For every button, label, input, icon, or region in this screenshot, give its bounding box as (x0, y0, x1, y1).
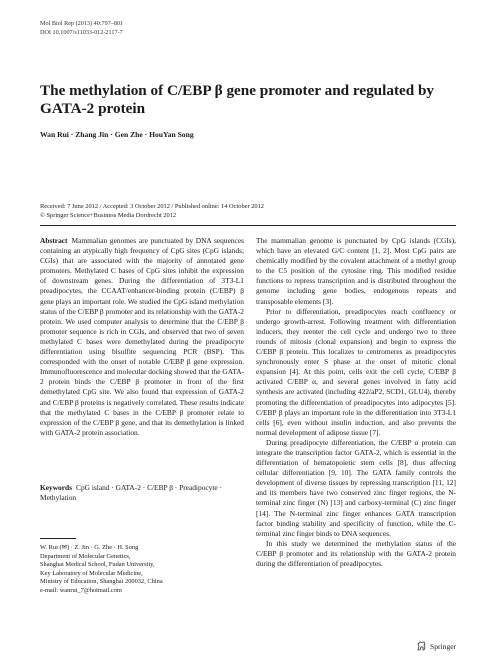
publication-dates: Received: 7 June 2012 / Accepted: 3 October 2012 / Published online: 14 October 2012 (40, 203, 264, 210)
affiliation-line: Shanghai Medical School, Fudan University, (40, 561, 155, 569)
article-title: The methylation of C/EBP β gene promoter and regulated by GATA-2 protein (40, 82, 435, 117)
journal-reference (40, 19, 123, 37)
affiliation-divider (40, 538, 76, 539)
publication-history (40, 203, 264, 220)
introduction-section (256, 236, 456, 569)
keywords-label: Keywords (40, 483, 73, 492)
body-paragraph: The mammalian genome is punctuated by CpG islands (CGIs), which have an elevated G/C content [1, 2]. Most CpG pairs are chemically modified by the covalent attachment of a methyl group to the C5 position of the cytosine ring. This modified residue functions to repress transcription and is distributed throughout the genome including gene bodies, endogenous repeats and transposable elements [3]. (256, 236, 456, 306)
abstract-section (40, 236, 244, 438)
springer-horse-icon (416, 641, 427, 651)
abstract-text: Mammalian genomes are punctuated by DNA sequences containing an atypically high frequency of CpG sites (CpG islands; CGIs) that are associated with the majority of annotated gene promoters. Methylated C bases of CpG sites inhibit the expression of downstream genes. During the differentiation of 3T3-L1 preadipocytes, the CCAAT/enhancer-binding protein (C/EBP) β gene plays an important role. We studied the CpG island methylation status of the C/EBP β promoter and its relationship with the GATA-2 protein. We used computer analysis to determine that the C/EBP β promoter sequence is rich in CGIs, and observed that two of seven methylated C bases were demethylated during the preadipocyte differentiation using bisulfite sequencing PCR (BSP). This corresponded with the onset of notable C/EBP β gene expression. Immunofluorescence and molecular docking showed that the GATA-2 protein binds the C/EBP β promoter in front of the first demethylated CpG site. We also found that expression of GATA-2 and C/EBP β proteins is negatively correlated. These results indicate that the methylated C bases in the C/EBP β promoter relate to expression of the C/EBP β gene, and that its demethylation is linked with GATA-2 protein association. (40, 236, 244, 437)
header-divider (40, 225, 456, 226)
publisher-logo (416, 641, 456, 651)
keywords-section (40, 483, 244, 503)
author-affiliation (40, 544, 163, 596)
journal-doi: DOI 10.1007/s11033-012-2117-7 (40, 29, 123, 36)
body-paragraph: In this study we determined the methylation status of the C/EBP β promoter and its relationship with the GATA-2 protein during the differentiation of preadipocytes. (256, 538, 456, 568)
affiliation-line: Department of Molecular Genetics, (40, 552, 131, 560)
affiliation-line: Ministry of Education, Shanghai 200032, China (40, 578, 163, 586)
affiliation-email[interactable]: e-mail: wanrui_7@hotmail.com (40, 586, 122, 594)
keywords-text: CpG island · GATA-2 · C/EBP β · Preadipocyte · Methylation (40, 483, 222, 503)
affiliation-line: Key Laboratory of Molecular Medicine, (40, 569, 143, 577)
journal-citation: Mol Biol Rep (2013) 40:797–801 (40, 20, 124, 27)
body-paragraph: Prior to differentiation, preadipocytes reach confluency or undergo growth-arrest. Following treatment with differentiation inducers, they reenter the cell cycle and undergo two to three rounds of mitosis (clonal expansion) and begin to express the C/EBP β protein. This localizes to centromeres as preadipocytes synchronously enter S phase at the onset of mitotic clonal expansion [4]. At this point, cells exit the cell cycle, C/EBP β activated C/EBP α, and several genes involved in fatty acid synthesis are activated (including 422/aP2, SCD1, GLU4), thereby promoting the differentiation of preadipocytes into adipocytes [5]. C/EBP β plays an important role in the differentiation into 3T3-L1 cells [6], even without insulin induction, and also prevents the normal development of adipose tissue [7]. (256, 306, 456, 437)
copyright-notice: © Springer Science+Business Media Dordrecht 2012 (40, 211, 177, 219)
body-paragraph: During preadipocyte differentiation, the C/EBP α protein can integrate the transcription factor GATA-2, which is essential in the differentiation of hematopoietic stem cells [8], thus affecting cellular differentiation [9, 10]. The GATA family controls the development of diverse tissues by repressing transcription [11, 12] and its members have two conserved zinc finger regions, the N-terminal zinc finger (N) [13] and carboxy-terminal (C) zinc finger [14]. The N-terminal zinc finger enhances GATA transcription factor binding stability and specificity of function, while the C-terminal zinc finger binds to DNA sequences. (256, 437, 456, 538)
abstract-label: Abstract (40, 236, 68, 245)
affiliation-names: W. Rui (✉) · Z. Jin · G. Zhe · H. Song (40, 544, 139, 551)
article-authors: Wan Rui · Zhang Jin · Gen Zhe · HouYan Song (40, 130, 194, 139)
publisher-name: Springer (430, 641, 457, 651)
